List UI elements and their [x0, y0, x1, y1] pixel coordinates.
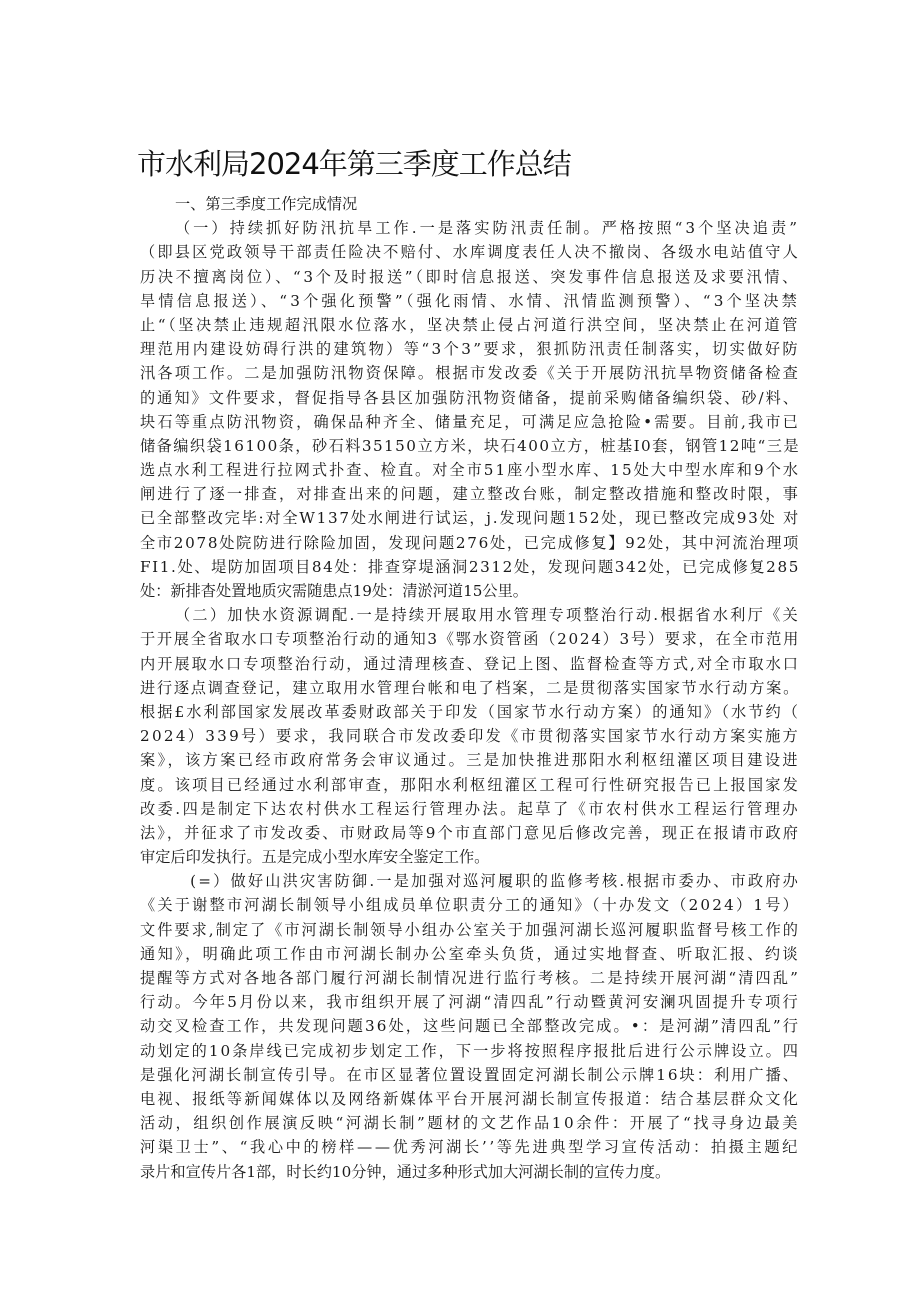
text-line: 旱情信息报送）、“3个强化预警”（强化雨情、水情、汛情监测预警）、“3个坚决禁: [140, 291, 800, 310]
text-line: 储备编织袋16100条，砂石料35150立方米，块石400立方，桩基I0套，钢管12吨“三是: [140, 436, 800, 455]
text-line: 根据£水利部国家发展改革委财政部关于印发（国家节水行动方案）的通知》（水节约（: [140, 702, 800, 721]
text-line: （二）加快水资源调配.一是持续开展取用水管理专项整治行动.根据省水利厅《关: [174, 606, 800, 625]
text-line: 已全部整改完毕:对全W137处水闸进行试运，j.发现问题152处，现已整改完成93处 对: [140, 509, 800, 528]
text-line: 进行逐点调查登记，建立取用水管理台帐和电了档案，二是贯彻落实国家节水行动方案。: [140, 678, 800, 697]
text-line: 动划定的10条岸线已完成初步划定工作，下一步将按照程序报批后进行公示牌设立。四: [140, 1041, 800, 1060]
text-line: 是强化河湖长制宣传引导。在市区显著位置设置固定河湖长制公示牌16块：利用广播、: [140, 1065, 800, 1084]
text-line: 电视、报纸等新闻媒体以及网络新媒体平台开展河湖长制宣传报道：结合基层群众文化: [140, 1089, 800, 1108]
text-line: 审定后印发执行。五是完成小型水库安全鉴定工作。: [140, 848, 490, 867]
text-line: 一、第三季度工作完成情况: [174, 195, 358, 213]
text-line: 动交叉检查工作，共发现问题36处，这些问题已全部整改完成。•：是河湖”清四乱”行: [140, 1017, 800, 1036]
text-line: （即县区党政领导干部责任险决不赔付、水库调度表任人决不撤岗、各级水电站值守人: [140, 243, 800, 262]
text-line: FI1.处、堤防加固项目84处：排查穿堤涵洞2312处，发现问题342处，已完成修复285: [140, 557, 800, 576]
text-line: 理范用内建设妨碍行洪的建筑物）等“3个3”要求，狠抓防汛责任制落实，切实做好防: [140, 340, 800, 359]
text-line: 案》，该方案已经市政府常务会审议通过。三是加快推进那阳水利枢纽灌区项目建设进: [140, 751, 800, 770]
text-line: 于开展全省取水口专项整治行动的通知3《鄂水资管函（2024）3号）要求，在全市范用: [140, 630, 800, 649]
document-title: 市水利局2024年第三季度工作总结: [137, 147, 571, 181]
text-line: 度。该项目已经通过水利部审查，那阳水利枢纽灌区工程可行性研究报告已上报国家发: [140, 775, 800, 794]
text-line: 止“（坚决禁止违规超汛限水位落水，坚决禁止侵占河道行洪空间，坚决禁止在河道管: [140, 315, 800, 334]
text-line: 内开展取水口专项整治行动，通过清理核查、登记上图、监督检查等方式,对全市取水口: [140, 654, 800, 673]
text-line: 处：新排杳处置地质灾需随患点19处：清淤河道15公里。: [140, 582, 528, 600]
text-line: 文件要求,制定了《市河湖长制领导小组办公室关于加强河湖长巡河履职监督号核工作的: [140, 920, 800, 939]
text-line: 块石等重点防汛物资，确保品种齐全、储量充足，可满足应急抢险•需要。目前,我市已: [140, 412, 800, 431]
text-line: (=）做好山洪灾害防御.一是加强对巡河履职的监修考核.根据市委办、市政府办: [190, 872, 800, 891]
text-line: 历决不擅离岗位）、“3个及时报送”（即时信息报送、突发事件信息报送及求要汛情、: [140, 267, 800, 286]
text-line: 法》，并征求了市发改委、市财政局等9个市直部门意见后修改完善，现正在报请市政府: [140, 823, 800, 842]
text-line: 选点水利工程进行拉网式扑查、检直。对全市51座小型水库、15处大中型水库和9个水: [140, 461, 800, 480]
text-line: 河渠卫士”、“我心中的榜样——优秀河湖长’’等先进典型学习宣传活动：拍摄主题纪: [140, 1138, 800, 1157]
text-line: 行动。今年5月份以来，我市组织开展了河湖“清四乱”行动暨黄河安澜巩固提升专项行: [140, 993, 800, 1012]
text-line: 通知》，明确此项工作由市河湖长制办公室牵头负货，通过实地督查、听取汇报、约谈: [140, 944, 800, 963]
text-line: 改委.四是制定下达农村供水工程运行管理办法。起草了《市农村供水工程运行管理办: [140, 799, 800, 818]
document-body: [140, 192, 800, 1184]
text-line: 活动，组织创作展演反映“河湖长制”题材的文艺作品10余件：开展了“找寻身边最美: [140, 1114, 800, 1133]
text-line: 《关于谢整市河湖长制领导小组成员单位职责分工的通知》（十办发文（2024）1号）: [140, 896, 800, 915]
text-line: 的通知》文件要求，督促指导各县区加强防汛物资储备，提前采购储备编织袋、砂/料、: [140, 388, 800, 407]
text-line: 提醒等方式对各地各部门履行河湖长制情况进行监行考核。二是持续开展河湖“清四乱”: [140, 969, 800, 987]
text-line: 闸进行了逐一排查，对排查出来的问题，建立整改台账，制定整改措施和整改时限，事: [140, 485, 800, 504]
text-line: 2024）339号）要求，我同联合市发改委印发《市贯彻落实国家节水行动方案实施方: [140, 727, 800, 746]
text-line: （一）持续抓好防汛抗旱工作.一是落实防汛责任制。严格按照“3个坚决追责”: [174, 219, 800, 238]
text-line: 录片和宣传片各1部，时长约10分钟，通过多种形式加大河湖长制的宣传力度。: [140, 1162, 671, 1181]
text-line: 汛各项工作。二是加强防汛物资保障。根据市发改委《关于开展防汛抗旱物资储备检查: [140, 364, 800, 383]
text-line: 全市2078处院防进行除险加固，发现问题276处，已完成修复】92处，其中河流治理项: [140, 533, 800, 552]
